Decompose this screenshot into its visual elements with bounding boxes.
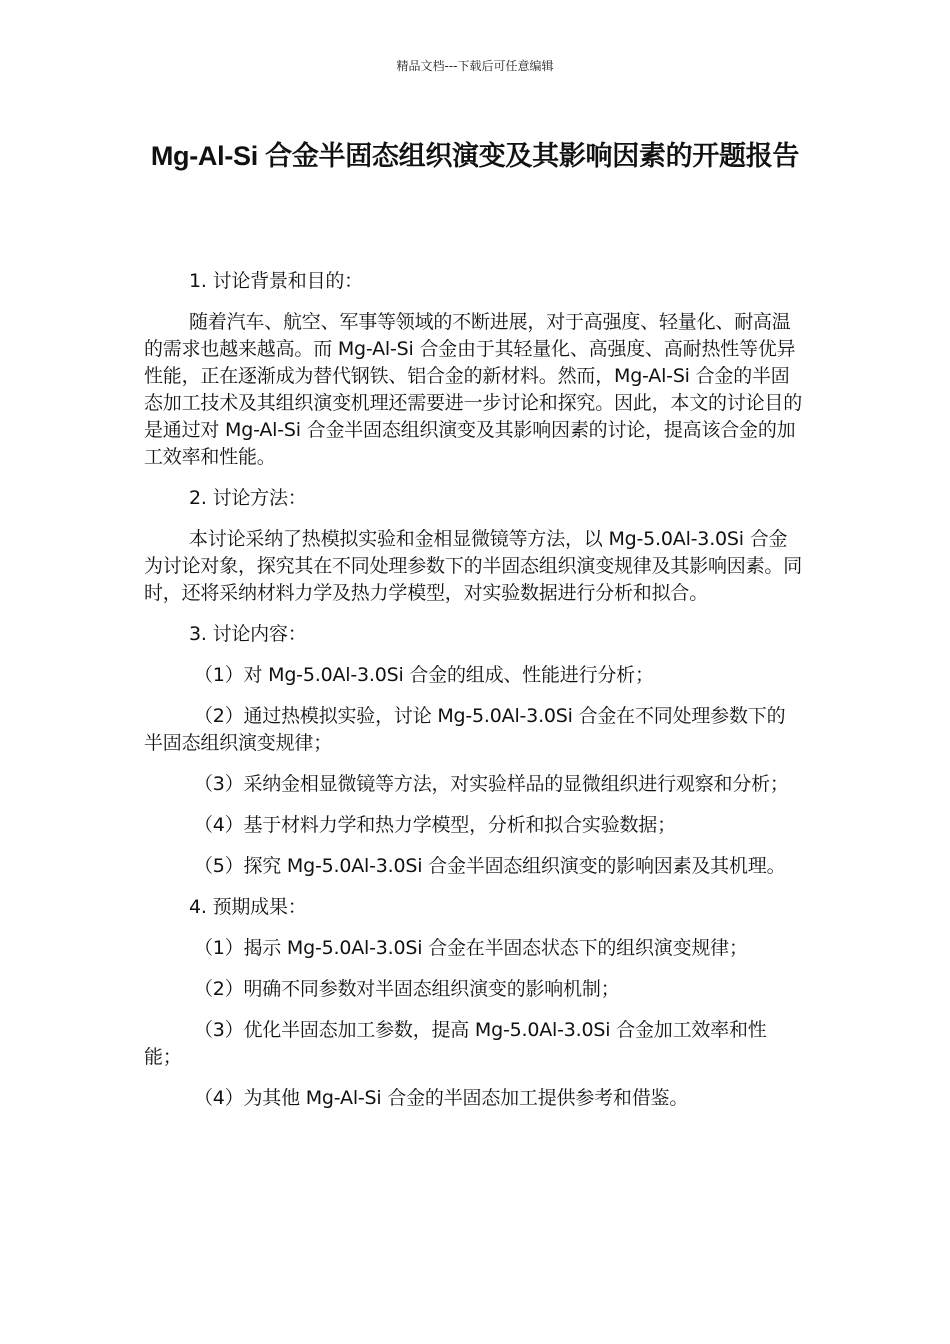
outcome-item-3: （3）优化半固态加工参数，提高 Mg-5.0Al-3.0Si 合金加工效率和性能； [144, 1019, 767, 1068]
content-item-2: （2）通过热模拟实验，讨论 Mg-5.0Al-3.0Si 合金在不同处理参数下的半固态组织演变规律； [144, 705, 786, 754]
outcome-item-1: （1）揭示 Mg-5.0Al-3.0Si 合金在半固态状态下的组织演变规律； [194, 937, 748, 959]
outcome-item-2: （2）明确不同参数对半固态组织演变的影响机制； [194, 978, 620, 1000]
content-item-1: （1）对 Mg-5.0Al-3.0Si 合金的组成、性能进行分析； [194, 664, 654, 686]
section-heading-outcomes: 4. 预期成果： [189, 896, 307, 918]
document-body [144, 268, 804, 1126]
header-note: 精品文档---下载后可任意编辑 [396, 59, 554, 73]
paragraph-methods: 本讨论采纳了热模拟实验和金相显微镜等方法，以 Mg-5.0Al-3.0Si 合金为讨论对象，探究其在不同处理参数下的半固态组织演变规律及其影响因素。同时，还将采纳材料力学及热力学模型，对实验数据进行分析和拟合。 [144, 528, 803, 604]
content-item-4: （4）基于材料力学和热力学模型，分析和拟合实验数据； [194, 814, 676, 836]
outcome-item-4: （4）为其他 Mg-Al-Si 合金的半固态加工提供参考和借鉴。 [194, 1087, 689, 1109]
section-heading-methods: 2. 讨论方法： [189, 487, 307, 509]
content-item-3: （3）采纳金相显微镜等方法，对实验样品的显微组织进行观察和分析； [194, 773, 789, 795]
document-title: Mg-Al-Si 合金半固态组织演变及其影响因素的开题报告 [150, 141, 800, 171]
section-heading-content: 3. 讨论内容： [189, 623, 307, 645]
content-item-5: （5）探究 Mg-5.0Al-3.0Si 合金半固态组织演变的影响因素及其机理。 [194, 855, 786, 877]
paragraph-background: 随着汽车、航空、军事等领域的不断进展，对于高强度、轻量化、耐高温的需求也越来越高。而 Mg-Al-Si 合金由于其轻量化、高强度、高耐热性等优异性能，正在逐渐成为替代钢铁、铝合金的新材料。然而，Mg-Al-Si 合金的半固态加工技术及其组织演变机理还需要进一步讨论和探究。因此，本文的讨论目的是通过对 Mg-Al-Si 合金半固态组织演变及其影响因素的讨论，提高该合金的加工效率和性能。 [144, 311, 803, 468]
section-heading-background: 1. 讨论背景和目的： [189, 270, 363, 292]
